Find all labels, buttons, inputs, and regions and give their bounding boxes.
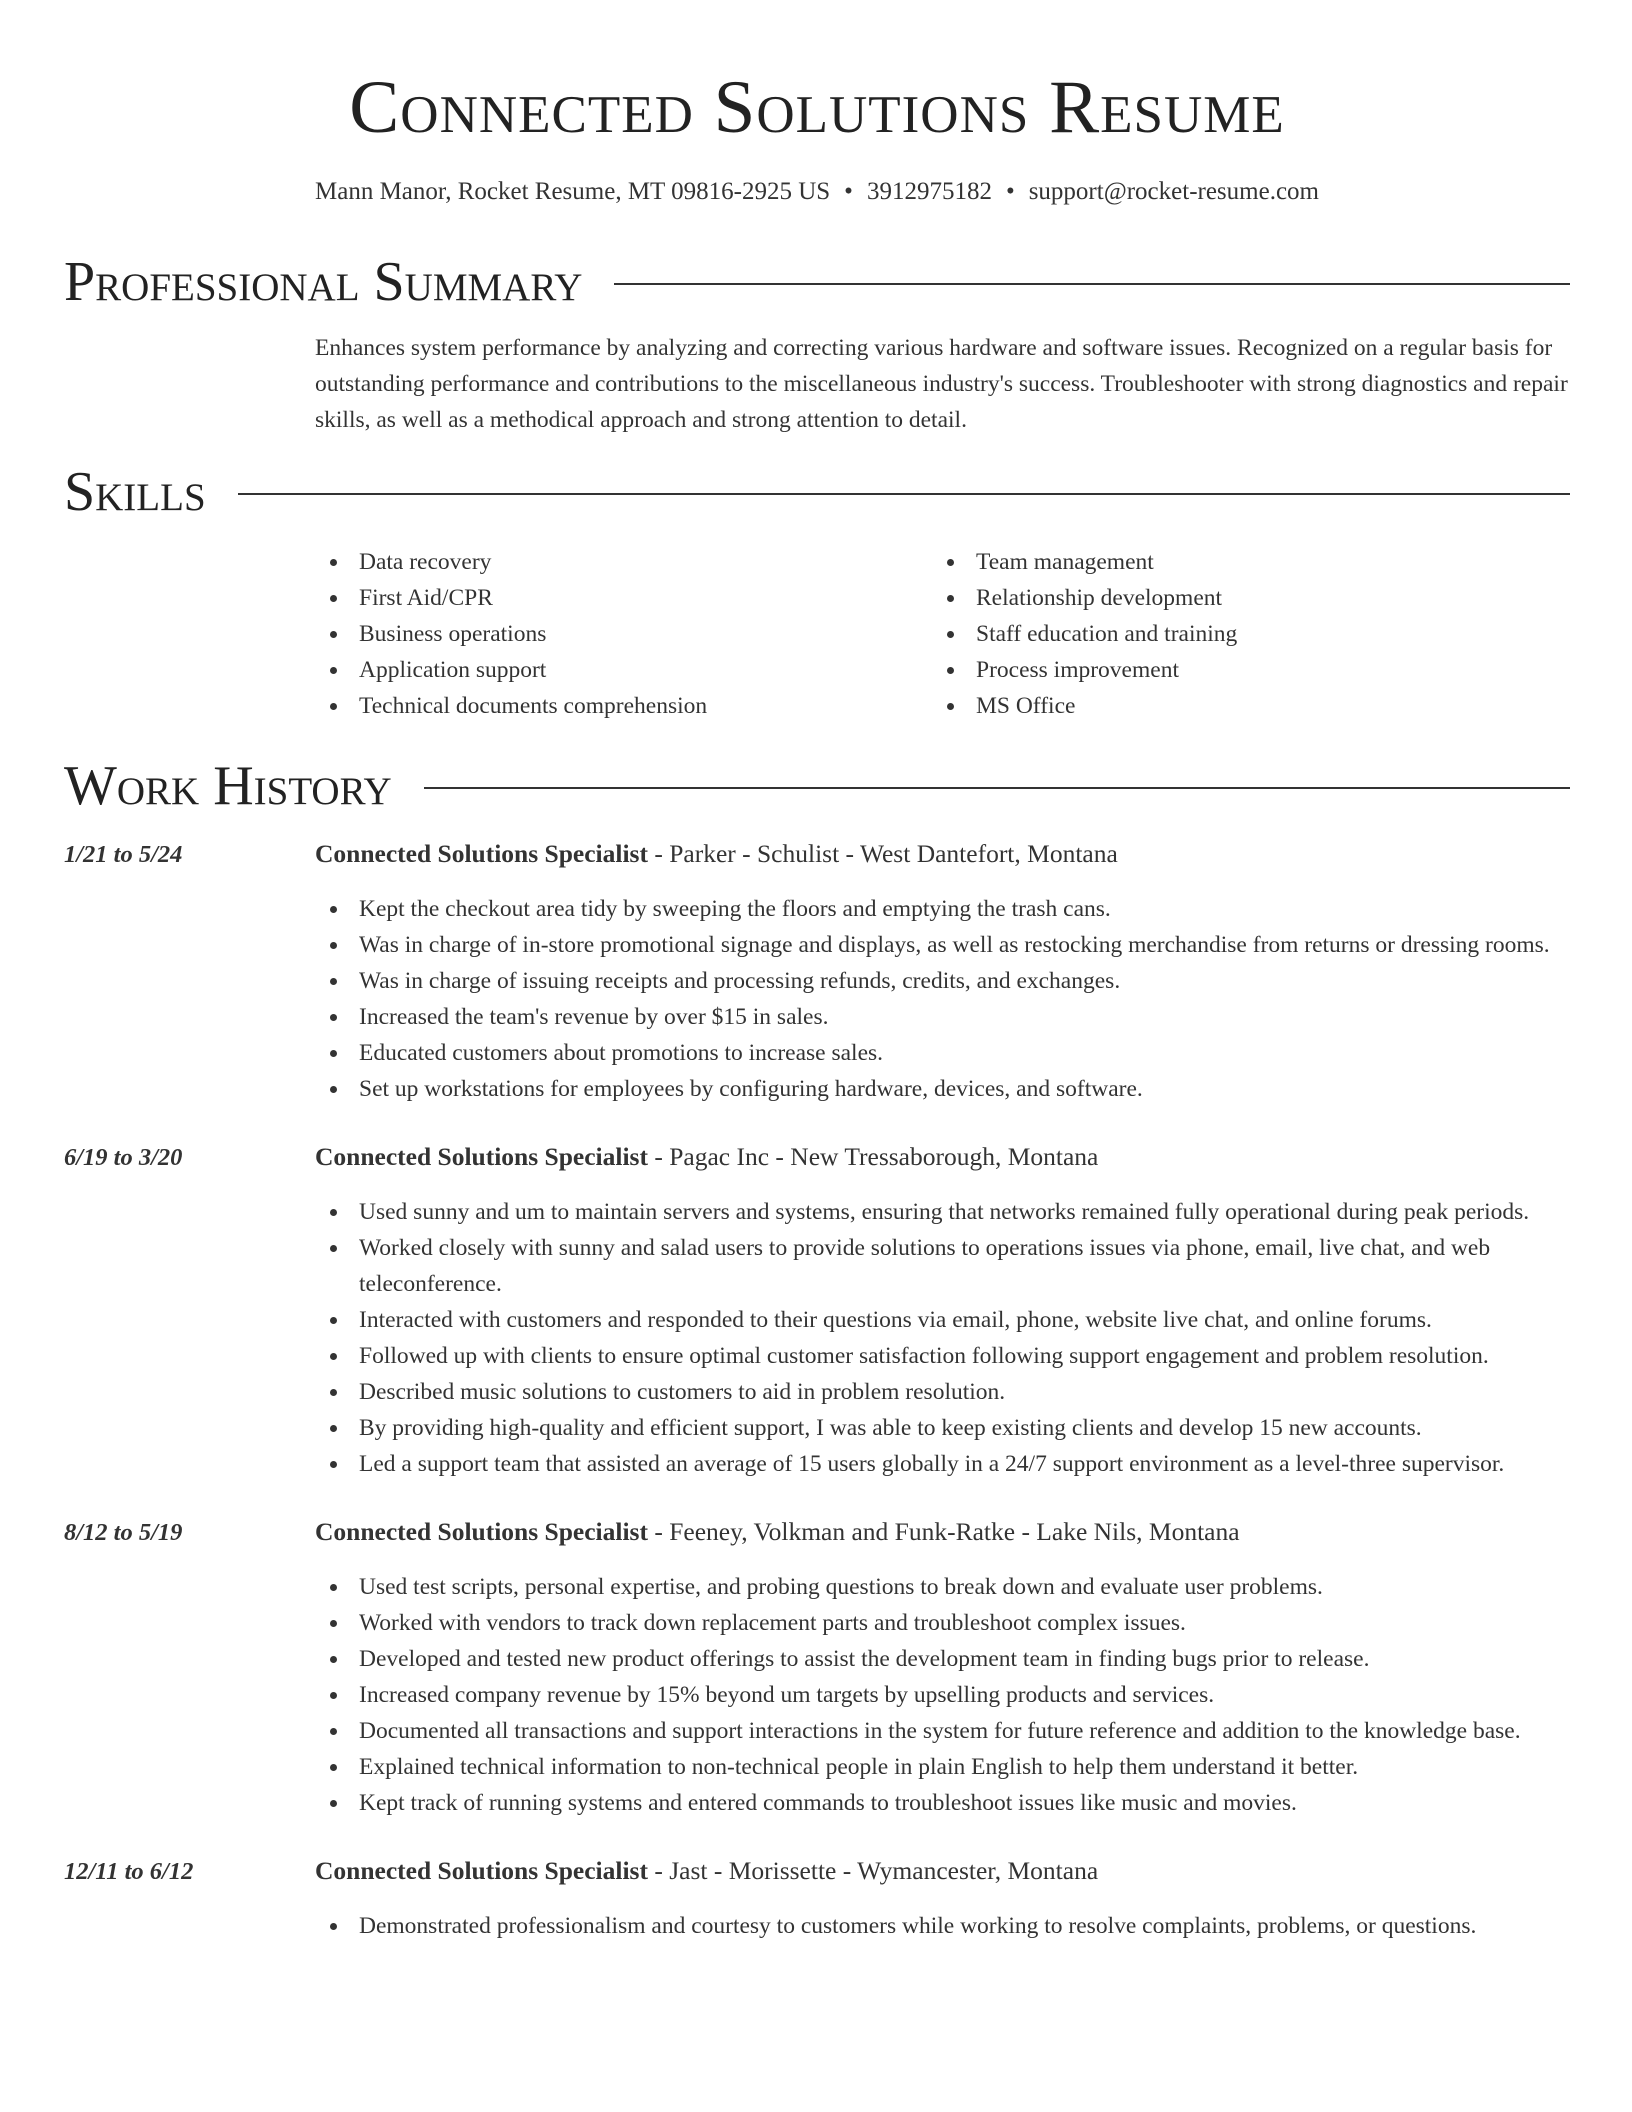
summary-section-header [64, 246, 1570, 318]
job-bullet: Increased company revenue by 15% beyond um targets by upselling products and services. [315, 1677, 1570, 1713]
job-bullet: Used sunny and um to maintain servers and systems, ensuring that networks remained fully operational during peak periods. [315, 1194, 1570, 1230]
skills-section-header [64, 456, 1570, 528]
job-title-line [315, 1514, 1240, 1550]
skills-column-right [932, 544, 1549, 724]
skill-item: Staff education and training [932, 616, 1549, 652]
job-entry [64, 1853, 1570, 1944]
job-dates: 1/21 to 5/24 [64, 841, 183, 868]
job-dates: 12/11 to 6/12 [64, 1858, 194, 1885]
job-employer: - Pagac Inc - New Tressaborough, Montana [647, 1142, 1099, 1171]
section-heading: Professional Summary [64, 251, 583, 313]
skill-item: Data recovery [315, 544, 932, 580]
job-bullet: By providing high-quality and efficient support, I was able to keep existing clients and develop 15 new accounts. [315, 1410, 1570, 1446]
job-bullet: Used test scripts, personal expertise, and probing questions to break down and evaluate user problems. [315, 1569, 1570, 1605]
job-bullets [315, 891, 1570, 1107]
job-title: Connected Solutions Specialist [315, 1856, 648, 1885]
job-bullet: Explained technical information to non-technical people in plain English to help them understand it better. [315, 1749, 1570, 1785]
job-bullets [315, 1569, 1570, 1821]
separator-dot: • [844, 178, 853, 205]
job-bullet: Worked with vendors to track down replacement parts and troubleshoot complex issues. [315, 1605, 1570, 1641]
job-bullet: Developed and tested new product offerings to assist the development team in finding bugs prior to release. [315, 1641, 1570, 1677]
job-bullets [315, 1908, 1570, 1944]
job-bullet: Was in charge of in-store promotional signage and displays, as well as restocking merchandise from returns or dressing rooms. [315, 927, 1570, 963]
job-header [64, 1853, 1570, 1890]
job-title-line [315, 1139, 1098, 1175]
skill-item: MS Office [932, 688, 1549, 724]
job-bullet: Worked closely with sunny and salad users to provide solutions to operations issues via phone, email, live chat, and web teleconference. [315, 1230, 1570, 1302]
skill-item: Application support [315, 652, 932, 688]
job-employer: - Feeney, Volkman and Funk-Ratke - Lake Nils, Montana [647, 1517, 1240, 1546]
summary-text: Enhances system performance by analyzing and correcting various hardware and software issues. Recognized on a regular basis for outstanding performance and contributions to the miscellaneous industry's success. Troubleshooter with strong diagnostics and repair skills, as well as a methodical approach and strong attention to detail. [315, 335, 1568, 433]
job-bullet: Increased the team's revenue by over $15 in sales. [315, 999, 1570, 1035]
job-bullet: Kept the checkout area tidy by sweeping the floors and emptying the trash cans. [315, 891, 1570, 927]
work-history-section-header [64, 750, 1570, 822]
job-bullet: Led a support team that assisted an average of 15 users globally in a 24/7 support environment as a level-three supervisor. [315, 1446, 1570, 1482]
job-header [64, 836, 1570, 873]
phone: 3912975182 [866, 178, 992, 205]
job-title: Connected Solutions Specialist [315, 1142, 648, 1171]
job-dates: 8/12 to 5/19 [64, 1519, 183, 1546]
job-title: Connected Solutions Specialist [315, 1517, 648, 1546]
job-title: Connected Solutions Specialist [315, 839, 648, 868]
skill-item: Relationship development [932, 580, 1549, 616]
skill-item: Business operations [315, 616, 932, 652]
job-bullet: Set up workstations for employees by configuring hardware, devices, and software. [315, 1071, 1570, 1107]
contact-line [64, 174, 1570, 210]
section-divider [238, 493, 1570, 495]
job-entry [64, 1514, 1570, 1821]
section-heading: Skills [64, 461, 206, 523]
job-bullet: Interacted with customers and responded to their questions via email, phone, website live chat, and online forums. [315, 1302, 1570, 1338]
job-bullets [315, 1194, 1570, 1482]
job-bullet: Kept track of running systems and entered commands to troubleshoot issues like music and movies. [315, 1785, 1570, 1821]
resume-page [64, 0, 1570, 1944]
address: Mann Manor, Rocket Resume, MT 09816-2925 US [315, 178, 831, 205]
email-link[interactable]: support@rocket-resume.com [1028, 178, 1319, 205]
skill-item: Team management [932, 544, 1549, 580]
job-entry [64, 836, 1570, 1107]
job-header [64, 1139, 1570, 1176]
job-bullet: Educated customers about promotions to increase sales. [315, 1035, 1570, 1071]
job-bullet: Described music solutions to customers to aid in problem resolution. [315, 1374, 1570, 1410]
skill-item: Process improvement [932, 652, 1549, 688]
job-entry [64, 1139, 1570, 1482]
job-bullet: Was in charge of issuing receipts and processing refunds, credits, and exchanges. [315, 963, 1570, 999]
section-divider [424, 787, 1570, 789]
job-bullet: Followed up with clients to ensure optimal customer satisfaction following support engagement and problem resolution. [315, 1338, 1570, 1374]
job-employer: - Parker - Schulist - West Dantefort, Montana [647, 839, 1118, 868]
section-divider [614, 283, 1570, 285]
job-header [64, 1514, 1570, 1551]
job-bullet: Documented all transactions and support interactions in the system for future reference and addition to the knowledge base. [315, 1713, 1570, 1749]
job-employer: - Jast - Morissette - Wymancester, Montana [647, 1856, 1099, 1885]
job-dates: 6/19 to 3/20 [64, 1144, 183, 1171]
resume-title: Connected Solutions Resume [349, 66, 1285, 149]
job-title-line [315, 836, 1118, 872]
separator-dot: • [1005, 178, 1015, 205]
section-heading: Work History [64, 755, 392, 817]
skills-column-left [315, 544, 932, 724]
job-bullet: Demonstrated professionalism and courtesy to customers while working to resolve complaints, problems, or questions. [315, 1908, 1570, 1944]
job-title-line [315, 1853, 1098, 1889]
skill-item: Technical documents comprehension [315, 688, 932, 724]
skills-grid [315, 544, 1570, 724]
skill-item: First Aid/CPR [315, 580, 932, 616]
